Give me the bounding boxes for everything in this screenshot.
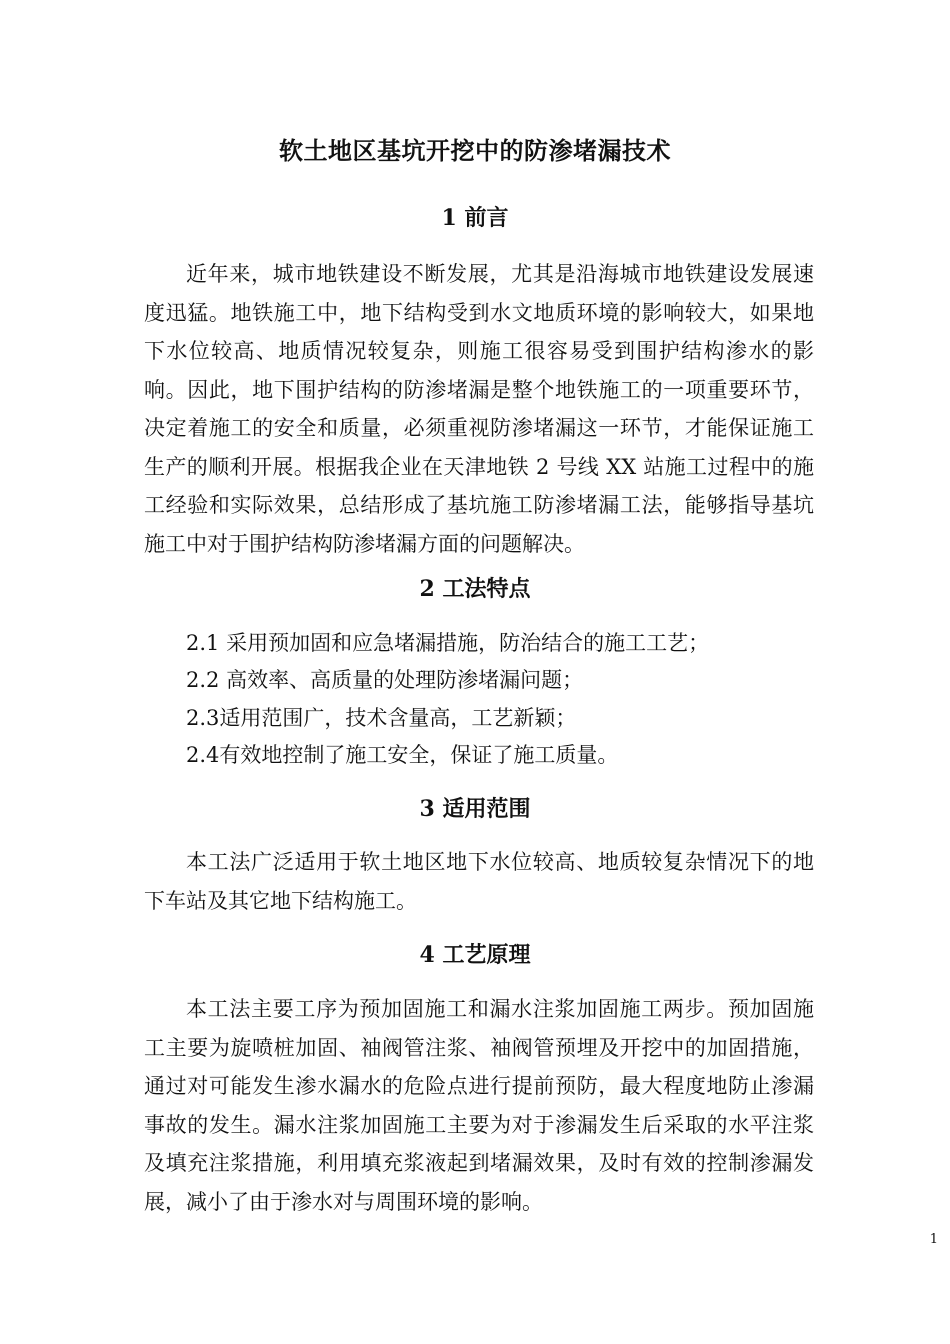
section-heading-scope: 3 适用范围 [419,796,531,822]
feature-item: 2.4有效地控制了施工安全，保证了施工质量。 [186,743,619,767]
section-heading-introduction: 1 前言 [441,205,509,231]
page-number: 1 [929,1232,938,1247]
section-heading-features: 2 工法特点 [419,576,531,602]
section-paragraph-scope: 本工法广泛适用于软土地区地下水位较高、地质较复杂情况下的地下车站及其它地下结构施工。 [144,850,814,913]
section-heading-principle: 4 工艺原理 [419,942,531,968]
section-paragraph-principle: 本工法主要工序为预加固施工和漏水注浆加固施工两步。预加固施工主要为旋喷桩加固、袖阀管注浆、袖阀管预埋及开挖中的加固措施，通过对可能发生渗水漏水的危险点进行提前预防，最大程度地防止渗漏事故的发生。漏水注浆加固施工主要为对于渗漏发生后采取的水平注浆及填充注浆措施，利用填充浆液起到堵漏效果，及时有效的控制渗漏发展，减小了由于渗水对与周围环境的影响。 [144,997,814,1214]
feature-item: 2.1 采用预加固和应急堵漏措施，防治结合的施工工艺； [186,631,710,655]
feature-item: 2.3适用范围广，技术含量高，工艺新颖； [186,706,577,730]
document-title: 软土地区基坑开挖中的防渗堵漏技术 [279,136,671,165]
feature-item: 2.2 高效率、高质量的处理防渗堵漏问题； [186,668,584,692]
section-paragraph-introduction: 近年来，城市地铁建设不断发展，尤其是沿海城市地铁建设发展速度迅猛。地铁施工中，地下结构受到水文地质环境的影响较大，如果地下水位较高、地质情况较复杂，则施工很容易受到围护结构渗水的影响。因此，地下围护结构的防渗堵漏是整个地铁施工的一项重要环节，决定着施工的安全和质量，必须重视防渗堵漏这一环节，才能保证施工生产的顺利开展。根据我企业在天津地铁 2 号线 XX 站施工过程中的施工经验和实际效果，总结形成了基坑施工防渗堵漏工法，能够指导基坑施工中对于围护结构防渗堵漏方面的问题解决。 [144,262,814,556]
